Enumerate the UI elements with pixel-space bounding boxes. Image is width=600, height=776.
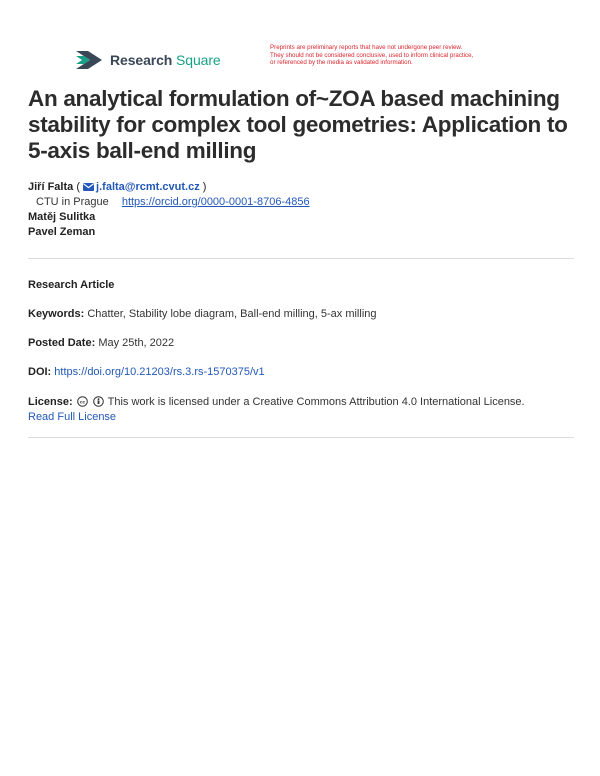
notice-line: They should not be considered conclusive, used to inform clinical practice, — [270, 51, 474, 59]
doi-label: DOI: — [28, 366, 52, 378]
cc-icon — [77, 396, 88, 407]
license-label: License: — [28, 396, 73, 408]
doi-row — [28, 365, 265, 380]
license-text: This work is licensed under a Creative Commons Attribution 4.0 International License. — [107, 396, 525, 408]
keywords-value: Chatter, Stability lobe diagram, Ball-end milling, 5-ax milling — [87, 308, 377, 320]
author-email-link[interactable] — [83, 181, 200, 193]
logo-text-primary: Research — [110, 52, 173, 68]
notice-line: or referenced by the media as validated information. — [270, 59, 413, 67]
license-line — [28, 395, 574, 410]
keywords-label: Keywords: — [28, 308, 85, 320]
license-row — [28, 395, 574, 425]
research-square-logo[interactable] — [74, 49, 221, 71]
posted-date-label: Posted Date: — [28, 337, 96, 349]
mail-icon — [83, 183, 94, 191]
orcid-link[interactable]: https://orcid.org/0000-0001-8706-4856 — [121, 196, 310, 208]
author-name: Pavel Zeman — [28, 226, 96, 238]
by-icon — [93, 396, 104, 407]
svg-text:cc: cc — [79, 400, 85, 406]
logo-text-accent: Square — [176, 52, 221, 68]
article-type-value: Research Article — [28, 279, 115, 291]
read-full-license-link[interactable]: Read Full License — [28, 411, 117, 423]
research-square-logo-icon — [74, 49, 104, 71]
notice-line: Preprints are preliminary reports that have not undergone peer review. — [270, 44, 463, 51]
preprint-notice — [270, 44, 540, 67]
author-name: Jiří Falta — [28, 181, 74, 193]
logo-wordmark — [110, 52, 221, 68]
author-affiliation: CTU in Prague — [36, 196, 109, 208]
article-type — [28, 278, 114, 293]
divider — [28, 437, 574, 438]
posted-date-row — [28, 336, 174, 351]
header — [0, 0, 600, 80]
author-name: Matěj Sulitka — [28, 211, 96, 223]
posted-date-value: May 25th, 2022 — [98, 337, 175, 349]
author-list — [28, 180, 310, 240]
paper-title: An analytical formulation of~ZOA based machining stability for complex tool geometries: Application to 5-axis ball-end milling — [28, 86, 568, 163]
author-email: j.falta@rcmt.cvut.cz — [96, 181, 200, 193]
email-group: ( j.falta@rcmt.cvut.cz ) — [76, 181, 207, 193]
divider — [28, 258, 574, 259]
doi-link[interactable]: https://doi.org/10.21203/rs.3.rs-1570375/v1 — [54, 366, 265, 378]
author-entry — [28, 180, 310, 195]
keywords-row — [28, 307, 377, 322]
author-affiliation-row — [28, 195, 310, 210]
